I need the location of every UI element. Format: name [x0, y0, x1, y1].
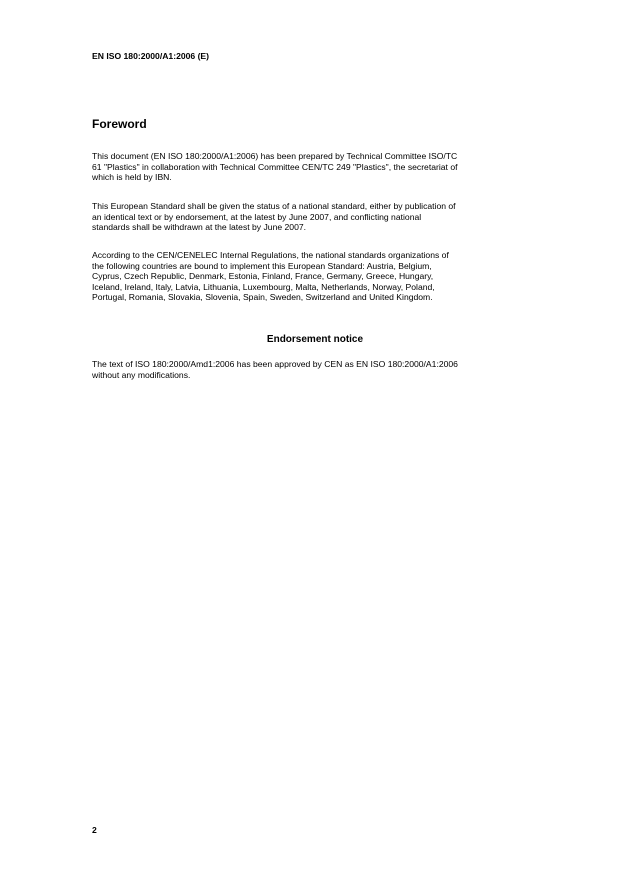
foreword-paragraph-2 [92, 201, 552, 233]
foreword-paragraph-1 [92, 151, 552, 183]
text-line: standards shall be withdrawn at the latest by June 2007. [92, 222, 307, 233]
text-line: This document (EN ISO 180:2000/A1:2006) has been prepared by Technical Committee ISO/TC [92, 151, 458, 161]
text-line: According to the CEN/CENELEC Internal Regulations, the national standards organizations of [92, 250, 449, 260]
text-line: the following countries are bound to implement this European Standard: Austria, Belgium, [92, 260, 432, 271]
endorsement-heading: Endorsement notice [266, 334, 364, 345]
page-number: 2 [92, 825, 97, 835]
document-header: EN ISO 180:2000/A1:2006 (E) [92, 51, 210, 61]
foreword-paragraph-3 [92, 250, 552, 303]
endorsement-paragraph [92, 359, 552, 380]
text-line: 61 "Plastics" in collaboration with Technical Committee CEN/TC 249 "Plastics", the secretariat of [92, 161, 458, 172]
text-line: Portugal, Romania, Slovakia, Slovenia, Spain, Sweden, Switzerland and United Kingdom. [92, 292, 433, 303]
text-line: without any modifications. [92, 369, 191, 380]
foreword-heading: Foreword [92, 117, 147, 131]
text-line: which is held by IBN. [92, 172, 172, 183]
text-line: The text of ISO 180:2000/Amd1:2006 has been approved by CEN as EN ISO 180:2000/A1:2006 [92, 359, 458, 369]
text-line: Iceland, Ireland, Italy, Latvia, Lithuania, Luxembourg, Malta, Netherlands, Norway, Poland, [92, 281, 435, 292]
text-line: an identical text or by endorsement, at the latest by June 2007, and conflicting national [92, 211, 422, 222]
text-line: This European Standard shall be given the status of a national standard, either by publication of [92, 201, 456, 211]
text-line: Cyprus, Czech Republic, Denmark, Estonia, Finland, France, Germany, Greece, Hungary, [92, 271, 434, 282]
